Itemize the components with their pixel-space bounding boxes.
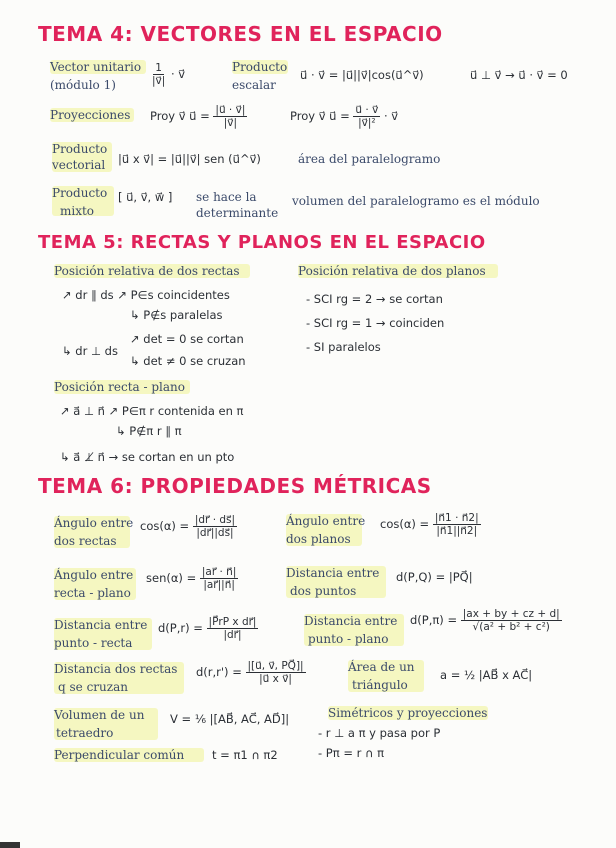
dist-punto-recta-num: |P⃗rP x dr⃗| bbox=[208, 616, 257, 628]
frac-num: 1 bbox=[155, 62, 162, 74]
producto-vectorial-desc: área del paralelogramo bbox=[298, 152, 441, 166]
recta-plano-line-3: ↳ a⃗ ⊥̸ n⃗ → se cortan en un pto bbox=[60, 450, 235, 464]
planos-header: Posición relativa de dos planos bbox=[298, 264, 486, 278]
vector-unitario-formula bbox=[150, 62, 185, 87]
dist-puntos-label: Distancia entre bbox=[286, 566, 380, 580]
rectas-line-4: ↳ dr ⊥ ds bbox=[62, 344, 118, 358]
ang-rectas-formula bbox=[140, 514, 237, 539]
recta-plano-line-2: ↳ P∉π r ∥ π bbox=[116, 424, 182, 438]
frac-den: |v⃗| bbox=[152, 75, 166, 87]
dist-rectas-formula bbox=[196, 660, 306, 685]
simetricos-header: Simétricos y proyecciones bbox=[328, 706, 488, 720]
producto-mixto-desc-3: volumen del paralelogramo es el módulo bbox=[292, 194, 540, 208]
proy1-prefix: Proy v⃗ u⃗ = bbox=[150, 109, 210, 123]
proy2-num: u⃗ · v⃗ bbox=[355, 104, 379, 116]
recta-plano-header: Posición recta - plano bbox=[54, 380, 185, 394]
tema5-title: TEMA 5: RECTAS Y PLANOS EN EL ESPACIO bbox=[38, 232, 486, 253]
planos-line-1: - SCI rg = 2 → se cortan bbox=[306, 292, 443, 306]
producto-mixto-desc-1: se hace la bbox=[196, 190, 257, 204]
proyeccion-escalar-formula bbox=[150, 104, 247, 129]
rectas-line-5: ↳ det ≠ 0 se cruzan bbox=[130, 354, 246, 368]
perpendicular-comun-formula: t = π1 ∩ π2 bbox=[212, 748, 278, 762]
dist-punto-plano-den: √(a² + b² + c²) bbox=[472, 621, 550, 633]
corner-mark bbox=[0, 842, 20, 848]
producto-mixto-formula: [ u⃗, v⃗, w⃗ ] bbox=[118, 190, 173, 204]
recta-plano-line-1: ↗ a⃗ ⊥ n⃗ ↗ P∈π r contenida en π bbox=[60, 404, 244, 418]
rectas-line-1: ↗ dr ∥ ds ↗ P∈s coincidentes bbox=[62, 288, 230, 302]
rectas-header: Posición relativa de dos rectas bbox=[54, 264, 240, 278]
perpendicular-comun-label: Perpendicular común bbox=[54, 748, 185, 762]
dist-puntos-label-2: dos puntos bbox=[290, 584, 357, 598]
ang-planos-label: Ángulo entre bbox=[286, 514, 366, 528]
dist-rectas-num: |[u⃗, v⃗, PQ⃗]| bbox=[247, 660, 304, 672]
dist-punto-recta-formula bbox=[158, 616, 258, 641]
ang-recta-plano-formula bbox=[146, 566, 238, 591]
volumen-label-2: tetraedro bbox=[56, 726, 114, 740]
producto-escalar-label-2: escalar bbox=[232, 78, 276, 92]
ang-rectas-prefix: cos(α) = bbox=[140, 519, 190, 533]
ang-planos-label-2: dos planos bbox=[286, 532, 351, 546]
dist-rectas-label-2: q se cruzan bbox=[58, 680, 128, 694]
proy1-num: |u⃗ · v⃗| bbox=[215, 104, 246, 116]
proy2-suffix: · v⃗ bbox=[383, 109, 399, 123]
dist-rectas-label: Distancia dos rectas bbox=[54, 662, 178, 676]
producto-mixto-label-2: mixto bbox=[60, 204, 95, 218]
ang-rectas-num: |dr⃗ · ds⃗| bbox=[194, 514, 236, 526]
dist-punto-plano-label: Distancia entre bbox=[304, 614, 398, 628]
dist-punto-recta-den: |dr⃗| bbox=[223, 629, 242, 641]
producto-mixto-label: Producto bbox=[52, 186, 108, 200]
ang-recta-plano-label: Ángulo entre bbox=[54, 568, 134, 582]
dist-punto-plano-prefix: d(P,π) = bbox=[410, 613, 458, 627]
producto-vectorial-label: Producto bbox=[52, 142, 108, 156]
tema6-title: TEMA 6: PROPIEDADES MÉTRICAS bbox=[38, 474, 432, 498]
dist-punto-recta-prefix: d(P,r) = bbox=[158, 621, 203, 635]
dist-punto-recta-label: Distancia entre bbox=[54, 618, 148, 632]
planos-line-2: - SCI rg = 1 → coinciden bbox=[306, 316, 445, 330]
rectas-line-2: ↳ P∉s paralelas bbox=[130, 308, 223, 322]
perpendicular-formula: u⃗ ⊥ v⃗ → u⃗ · v⃗ = 0 bbox=[470, 68, 568, 82]
ang-recta-plano-num: |ar⃗ · n⃗| bbox=[201, 566, 237, 578]
area-label-2: triángulo bbox=[352, 678, 408, 692]
area-formula: a = ½ |AB⃗ x AC⃗| bbox=[440, 668, 533, 682]
ang-recta-plano-label-2: recta - plano bbox=[54, 586, 131, 600]
dist-punto-plano-label-2: punto - plano bbox=[308, 632, 389, 646]
dist-rectas-prefix: d(r,r') = bbox=[196, 665, 242, 679]
proy2-den: |v⃗|² bbox=[358, 117, 376, 129]
dist-rectas-den: |u⃗ x v⃗| bbox=[259, 673, 292, 685]
ang-planos-num: |n⃗1 · n⃗2| bbox=[434, 512, 479, 524]
area-label: Área de un bbox=[348, 660, 415, 674]
dist-punto-plano-formula bbox=[410, 608, 562, 633]
ang-rectas-label: Ángulo entre bbox=[54, 516, 134, 530]
dist-punto-recta-label-2: punto - recta bbox=[54, 636, 133, 650]
producto-mixto-desc-2: determinante bbox=[196, 206, 279, 220]
ang-planos-den: |n⃗1||n⃗2| bbox=[436, 525, 478, 537]
producto-vectorial-formula: |u⃗ x v⃗| = |u⃗||v⃗| sen (u⃗^v⃗) bbox=[118, 152, 261, 166]
simetricos-line-2: - Pπ = r ∩ π bbox=[318, 746, 384, 760]
dist-puntos-formula: d(P,Q) = |PQ⃗| bbox=[396, 570, 473, 584]
dist-punto-plano-num: |ax + by + cz + d| bbox=[462, 608, 560, 620]
producto-escalar-formula: u⃗ · v⃗ = |u⃗||v⃗|cos(u⃗^v⃗) bbox=[300, 68, 424, 82]
vector-unitario-label: Vector unitario bbox=[50, 60, 142, 74]
volumen-formula: V = ⅙ |[AB⃗, AC⃗, AD⃗]| bbox=[170, 712, 290, 726]
producto-vectorial-label-2: vectorial bbox=[52, 158, 106, 172]
simetricos-line-1: - r ⊥ a π y pasa por P bbox=[318, 726, 441, 740]
ang-rectas-den: |dr⃗||ds⃗| bbox=[196, 527, 234, 539]
ang-rectas-label-2: dos rectas bbox=[54, 534, 117, 548]
tema4-title: TEMA 4: VECTORES EN EL ESPACIO bbox=[38, 22, 443, 46]
rectas-line-3: ↗ det = 0 se cortan bbox=[130, 332, 244, 346]
planos-line-3: - SI paralelos bbox=[306, 340, 381, 354]
ang-recta-plano-den: |ar⃗||n⃗| bbox=[203, 579, 235, 591]
proyecciones-label: Proyecciones bbox=[50, 108, 131, 122]
ang-recta-plano-prefix: sen(α) = bbox=[146, 571, 197, 585]
ang-planos-prefix: cos(α) = bbox=[380, 517, 430, 531]
vector-unitario-mult: · v⃗ bbox=[170, 67, 186, 81]
producto-escalar-label: Producto bbox=[232, 60, 288, 74]
volumen-label: Volumen de un bbox=[54, 708, 145, 722]
ang-planos-formula bbox=[380, 512, 481, 537]
proy2-prefix: Proy v⃗ u⃗ = bbox=[290, 109, 350, 123]
proy1-den: |v⃗| bbox=[223, 117, 238, 129]
proyeccion-vectorial-formula bbox=[290, 104, 398, 129]
vector-unitario-sub: (módulo 1) bbox=[50, 78, 116, 92]
